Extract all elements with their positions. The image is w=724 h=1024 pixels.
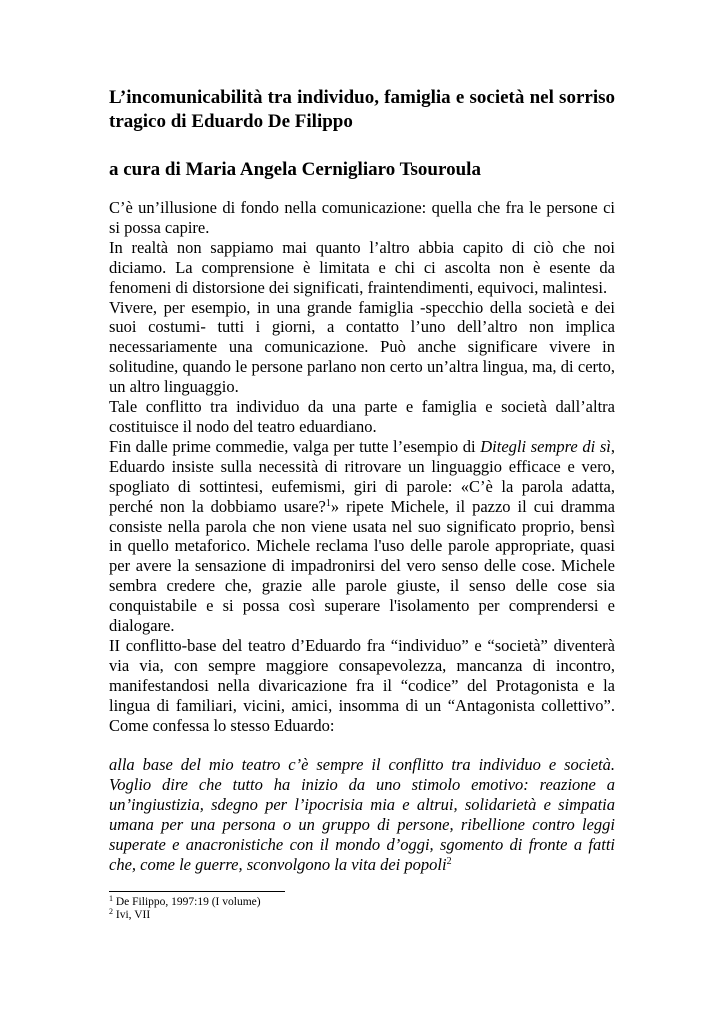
paragraph: [109, 437, 615, 636]
footnote-text: Ivi, VII: [113, 908, 151, 921]
footnote-text: De Filippo, 1997:19 (I volume): [113, 895, 261, 908]
footnotes: [109, 893, 615, 922]
paragraph: Vivere, per esempio, in una grande famiglia -specchio della società e dei suoi costumi- tutti i giorni, a contatto l’uno dell’altro non implica necessariamente una comunicazione. Può anche significare vivere in solitudine, quando le persone parlano non certo un’altra lingua, ma, di certo, un altro linguaggio.: [109, 297, 615, 397]
paragraph: C’è un’illusione di fondo nella comunicazione: quella che fra le persone ci si possa capire.: [109, 198, 615, 237]
paragraph: Tale conflitto tra individuo da una parte e famiglia e società dall’altra costituisce il nodo del teatro eduardiano.: [109, 397, 615, 436]
paragraph-text: Fin dalle prime commedie, valga per tutte l’esempio di: [109, 436, 481, 456]
footnote-ref[interactable]: 2: [446, 856, 452, 867]
footnote-divider: [109, 891, 285, 892]
block-quote: [109, 755, 615, 874]
document-author: a cura di Maria Angela Cernigliaro Tsouroula: [109, 159, 481, 180]
paragraph-text: » ripete Michele, il pazzo il cui dramma consiste nella parola che non viene usata nel suo significato proprio, bensì in quello metaforico. Michele reclama l'uso delle parole appropriate, quasi per avere la sensazione di impadronirsi del vero senso delle cose. Michele sembra credere che, grazie alle parole giuste, il senso delle cose sia conquistabile e si possa così superare l'isolamento per comprendersi e dialogare.: [109, 496, 615, 636]
paragraph-text: , Eduardo insiste sulla necessità di ritrovare un linguaggio efficace e vero, spogliato di sottintesi, eufemismi, giri di parole: «C’è la parola adatta, perché non la dobbiamo usare?: [109, 436, 615, 516]
footnote-mark: 1: [109, 893, 113, 903]
work-title: Ditegli sempre di sì: [480, 436, 611, 456]
quote-text: alla base del mio teatro c’è sempre il conflitto tra individuo e società. Voglio dire che tutto ha inizio da uno stimolo emotivo: reazione a un’ingiustizia, sdegno per l’ipocrisia mia e altrui, solidarietà e simpatia umana per una persona o un gruppo di persone, ribellione contro leggi superate e anacronistiche con il mondo d’oggi, sgomento di fronte a fatti che, come le guerre, sconvolgono la vita dei popoli: [109, 755, 615, 874]
paragraph: II conflitto-base del teatro d’Eduardo fra “individuo” e “società” diventerà via via, con sempre maggiore consapevolezza, mancanza di incontro, manifestandosi nella divaricazione fra il “codice” del Protagonista e la lingua di familiari, vicini, amici, insomma di un “Antagonista collettivo”. Come confessa lo stesso Eduardo:: [109, 635, 615, 735]
document-title: L’incomunicabilità tra individuo, famiglia e società nel sorriso tragico di Eduardo De Filippo: [109, 87, 615, 132]
document-page: [109, 86, 615, 922]
footnote: [109, 893, 615, 909]
footnote-mark: 2: [109, 906, 113, 916]
footnote-ref[interactable]: 1: [325, 497, 331, 509]
document-body: [109, 198, 615, 735]
paragraph: In realtà non sappiamo mai quanto l’altro abbia capito di ciò che noi diciamo. La comprensione è limitata e chi ci ascolta non è esente da fenomeni di distorsione dei significati, fraintendimenti, equivoci, malintesi.: [109, 237, 615, 297]
footnote: [109, 906, 615, 922]
